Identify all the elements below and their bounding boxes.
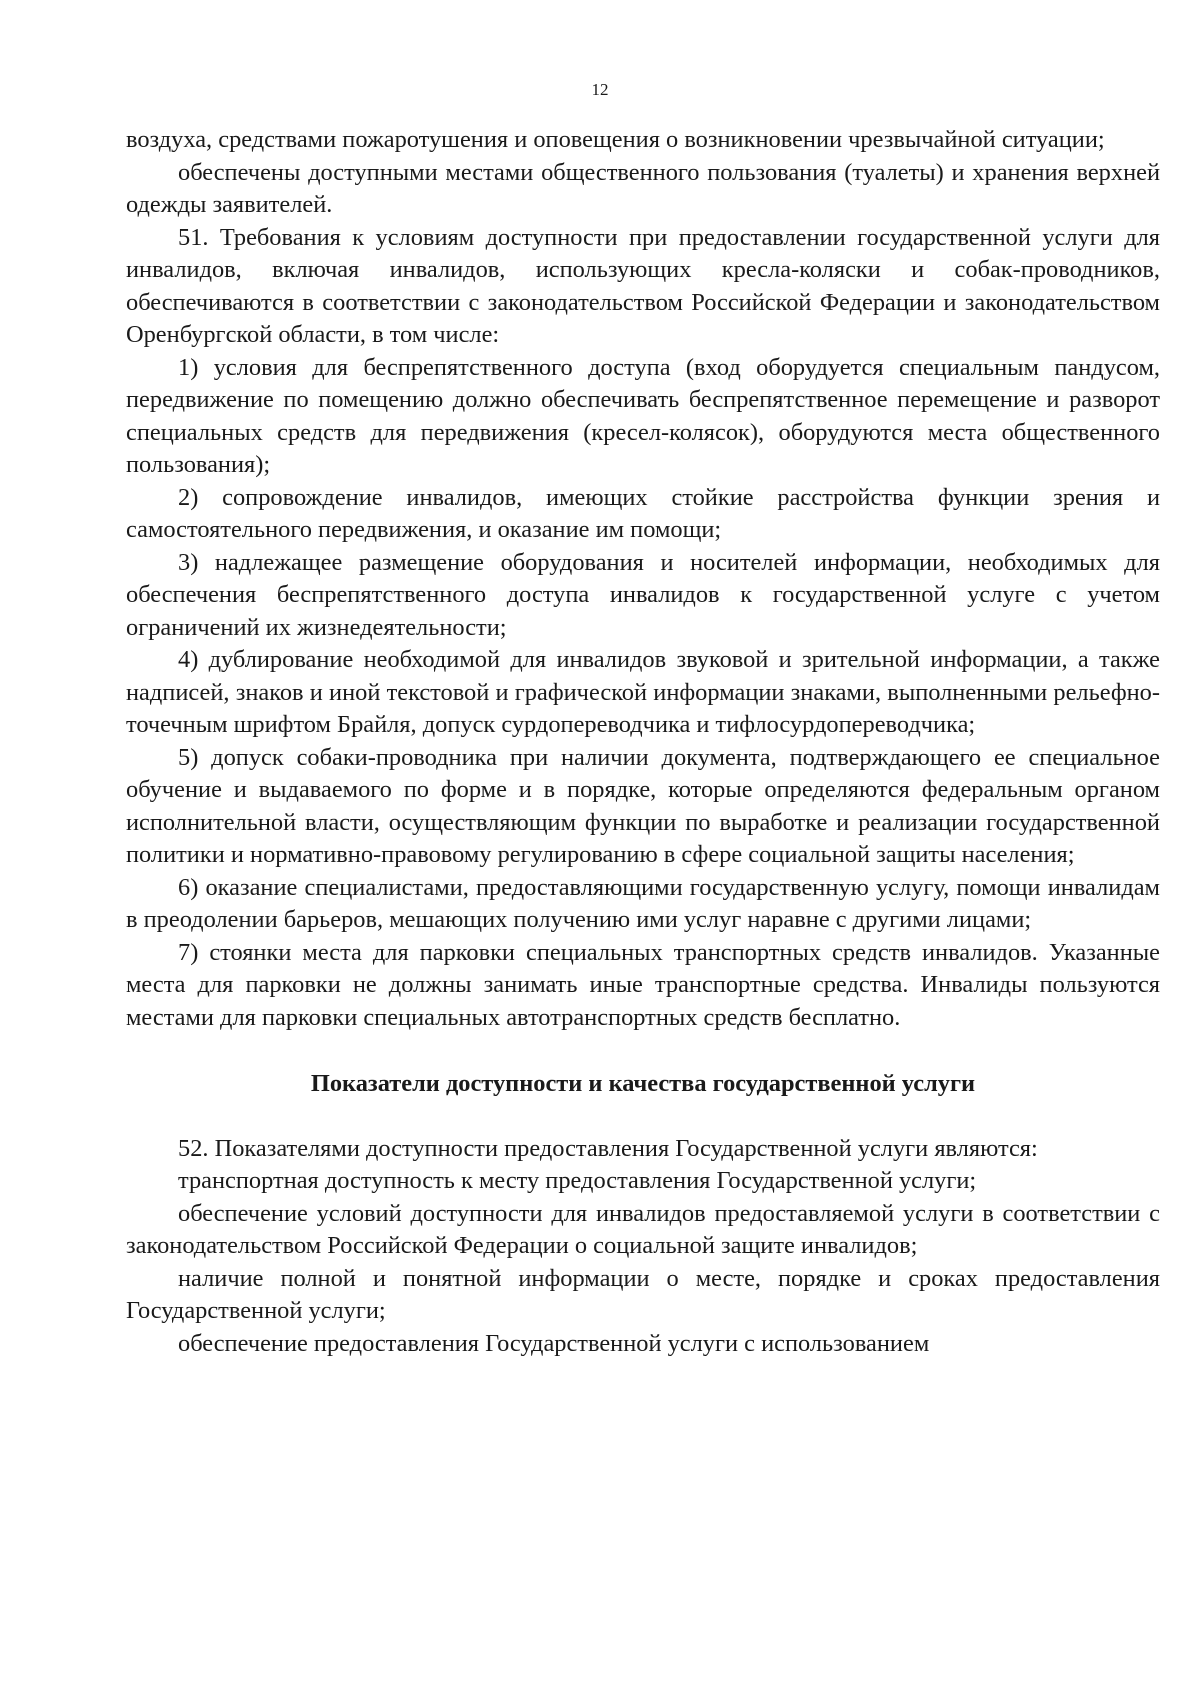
list-item-2: 2) сопровождение инвалидов, имеющих стойкие расстройства функции зрения и самостоятельного передвижения, и оказание им помощи; [126, 483, 1160, 543]
list-item-6: 6) оказание специалистами, предоставляющими государственную услугу, помощи инвалидам в преодолении барьеров, мешающих получению ими услуг наравне с другими лицами; [126, 873, 1160, 933]
list-item-4: 4) дублирование необходимой для инвалидов звуковой и зрительной информации, а также надписей, знаков и иной текстовой и графической информации знаками, выполненными рельефно-точечным шрифтом Брайля, допуск сурдопереводчика и тифлосурдопереводчика; [126, 646, 1160, 738]
indicator-item: обеспечение условий доступности для инвалидов предоставляемой услуги в соответствии с законодательством Российской Федерации о социальной защите инвалидов; [126, 1199, 1160, 1259]
indicator-item: транспортная доступность к месту предоставления Государственной услуги; [178, 1167, 977, 1194]
paragraph-clause-51: 51. Требования к условиям доступности при предоставлении государственной услуги для инвалидов, включая инвалидов, использующих кресла-коляски и собак-проводников, обеспечиваются в соответствии с законодательством Российской Федерации и законодательством Оренбургской области, в том числе: [126, 223, 1160, 348]
indicator-item: обеспечение предоставления Государственной услуги с использованием [178, 1329, 930, 1357]
list-item-5: 5) допуск собаки-проводника при наличии документа, подтверждающего ее специальное обучение и выдаваемого по форме и в порядке, которые определяются федеральным органом исполнительной власти, осуществляющим функции по выработке и реализации государственной политики и нормативно-правовому регулированию в сфере социальной защиты населения; [126, 743, 1160, 868]
list-item-7: 7) стоянки места для парковки специальных транспортных средств инвалидов. Указанные места для парковки не должны занимать иные транспортные средства. Инвалиды пользуются местами для парковки специальных автотранспортных средств бесплатно. [126, 938, 1160, 1031]
paragraph: обеспечены доступными местами общественного пользования (туалеты) и хранения верхней одежды заявителей. [126, 158, 1160, 218]
list-item-3: 3) надлежащее размещение оборудования и носителей информации, необходимых для обеспечения беспрепятственного доступа инвалидов к государственной услуге с учетом ограничений их жизнедеятельности; [126, 548, 1160, 641]
document-body [126, 124, 1160, 1360]
indicator-item: наличие полной и понятной информации о месте, порядке и сроках предоставления Государственной услуги; [126, 1264, 1160, 1324]
paragraph-clause-52: 52. Показателями доступности предоставления Государственной услуги являются: [178, 1134, 1038, 1162]
section-heading: Показатели доступности и качества государственной услуги [310, 1070, 976, 1097]
page-number: 12 [591, 80, 609, 99]
list-item-1: 1) условия для беспрепятственного доступа (вход оборудуется специальным пандусом, передвижение по помещению должно обеспечивать беспрепятственное перемещение и разворот специальных средств для передвижения (кресел-колясок), оборудуются места общественного пользования); [126, 353, 1160, 478]
paragraph-continuation: воздуха, средствами пожаротушения и оповещения о возникновении чрезвычайной ситуации; [126, 126, 1105, 153]
